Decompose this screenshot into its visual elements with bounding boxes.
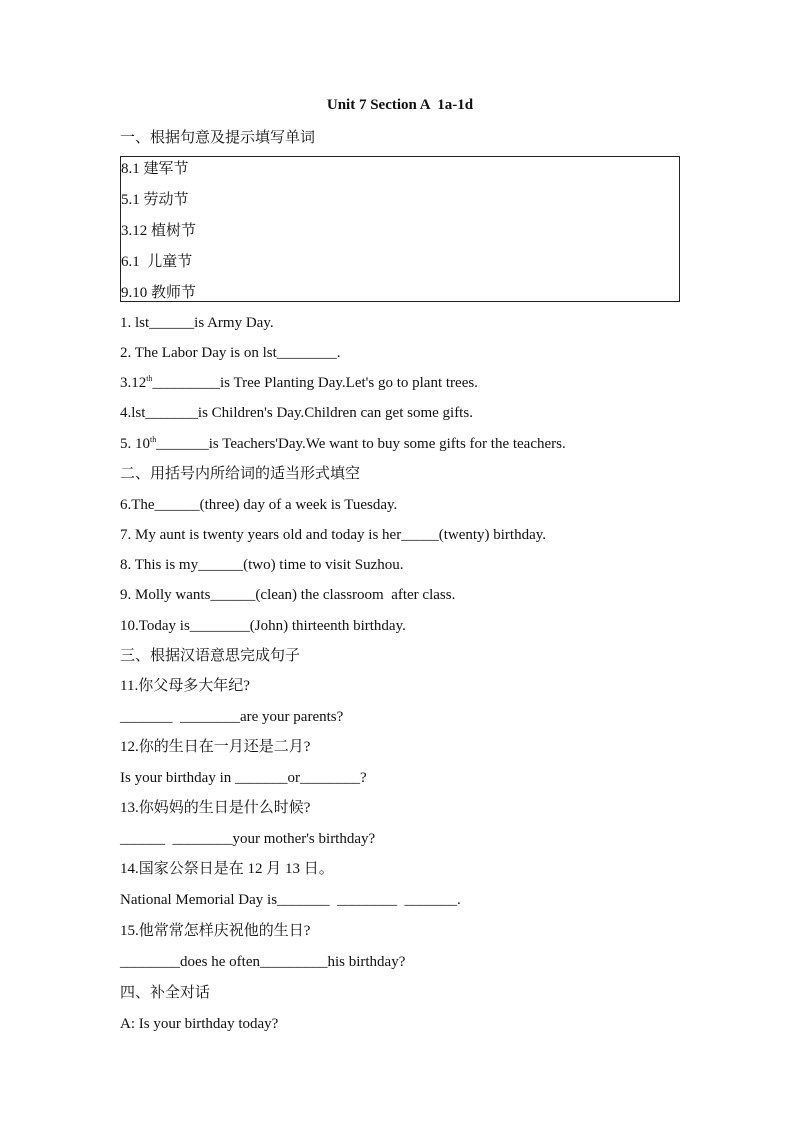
hint-item: 6.1 儿童节 (121, 254, 193, 270)
question-15-chinese: 15.他常常怎样庆祝他的生日? (120, 923, 311, 939)
question-11-english: _______ ________are your parents? (120, 709, 344, 725)
question-4: 4.lst_______is Children's Day.Children can get some gifts. (120, 405, 473, 421)
question-13-chinese: 13.你妈妈的生日是什么时候? (120, 800, 311, 816)
section2-heading: 二、用括号内所给词的适当形式填空 (120, 466, 361, 482)
question-5 (120, 434, 566, 454)
hint-item: 3.12 植树节 (121, 223, 197, 239)
question-1: 1. lst______is Army Day. (120, 315, 274, 331)
question-3-number: 3.12 (120, 375, 147, 391)
question-5-superscript: th (150, 435, 157, 444)
question-15-english: ________does he often_________his birthday? (120, 954, 406, 970)
hint-item: 9.10 教师节 (121, 285, 197, 301)
question-3 (120, 373, 478, 393)
hint-box (120, 156, 680, 302)
question-7: 7. My aunt is twenty years old and today is her_____(twenty) birthday. (120, 527, 547, 543)
question-13-english: ______ ________your mother's birthday? (120, 831, 376, 847)
question-3-superscript: th (146, 374, 153, 383)
question-12-chinese: 12.你的生日在一月还是二月? (120, 739, 311, 755)
page-title: Unit 7 Section A 1a-1d (326, 97, 474, 113)
question-5-number: 5. 10 (120, 436, 150, 452)
question-8: 8. This is my______(two) time to visit Suzhou. (120, 557, 404, 573)
question-3-text: _________is Tree Planting Day.Let's go to plant trees. (152, 375, 478, 391)
question-9: 9. Molly wants______(clean) the classroom after class. (120, 587, 456, 603)
question-10: 10.Today is________(John) thirteenth birthday. (120, 618, 406, 634)
section3-heading: 三、根据汉语意思完成句子 (120, 648, 301, 664)
hint-item: 8.1 建军节 (121, 161, 189, 177)
question-11-chinese: 11.你父母多大年纪? (120, 678, 250, 694)
section1-heading: 一、根据句意及提示填写单词 (120, 130, 316, 146)
question-12-english: Is your birthday in _______or________? (120, 770, 367, 786)
question-6: 6.The______(three) day of a week is Tuesday. (120, 497, 398, 513)
question-5-text: _______is Teachers'Day.We want to buy some gifts for the teachers. (156, 436, 566, 452)
hint-item: 5.1 劳动节 (121, 192, 189, 208)
question-14-chinese: 14.国家公祭日是在 12 月 13 日。 (120, 861, 334, 877)
dialogue-line-1: A: Is your birthday today? (120, 1016, 279, 1032)
section4-heading: 四、补全对话 (120, 985, 211, 1001)
question-14-english: National Memorial Day is_______ ________ _______. (120, 892, 461, 908)
question-2: 2. The Labor Day is on lst________. (120, 345, 341, 361)
